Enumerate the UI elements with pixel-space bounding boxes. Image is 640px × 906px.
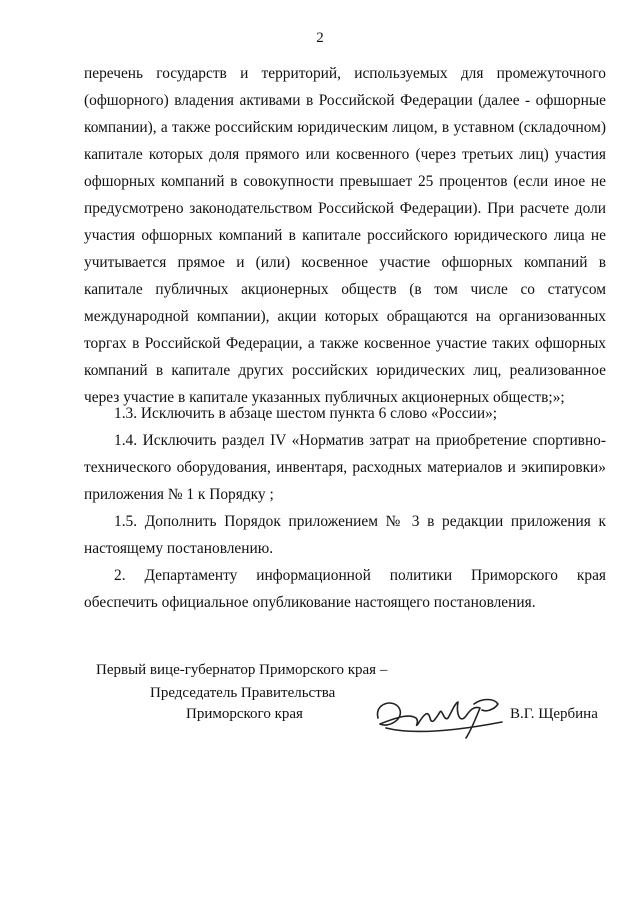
paragraph-offshore-companies: перечень государств и территорий, используемых для промежуточного (офшорного) владения активами в Российской Федерации (далее - офшорные компании), а также российским юридическим лицом, в уставном (складочном) капитале которых доля прямого или косвенного (через третьих лиц) участия офшорных компаний в совокупности превышает 25 процентов (если иное не предусмотрено законодательством Российской Федерации). При расчете доли участия офшорных компаний в капитале российского юридического лица не учитывается прямое и (или) косвенное участие офшорных компаний в капитале публичных акционерных обществ (в том числе со статусом международной компании), акции которых обращаются на организованных торгах в Российской Федерации, а также косвенное участие таких офшорных компаний в капитале других российских юридических лиц, реализованное через участие в капитале указанных публичных акционерных обществ;»; xyxy=(84,65,606,406)
paragraph-1-5: 1.5. Дополнить Порядок приложением № 3 в редакции приложения к настоящему постановлению. xyxy=(84,513,606,557)
handwritten-signature xyxy=(370,688,520,742)
signatory-title-line3: Приморского края xyxy=(186,706,303,722)
page-number: 2 xyxy=(316,30,324,46)
paragraph-1-4: 1.4. Исключить раздел IV «Норматив затрат на приобретение спортивно-технического оборудования, инвентаря, расходных материалов и экипировки» приложения № 1 к Порядку ; xyxy=(84,432,606,503)
signatory-name: В.Г. Щербина xyxy=(510,706,598,722)
paragraph-2: 2. Департаменту информационной политики Приморского края обеспечить официальное опубликование настоящего постановления. xyxy=(84,567,606,611)
signatory-title-line1: Первый вице-губернатор Приморского края – xyxy=(96,662,388,678)
signatory-title-line2: Председатель Правительства xyxy=(150,685,336,701)
paragraph-1-3: 1.3. Исключить в абзаце шестом пункта 6 слово «России»; xyxy=(114,405,498,422)
